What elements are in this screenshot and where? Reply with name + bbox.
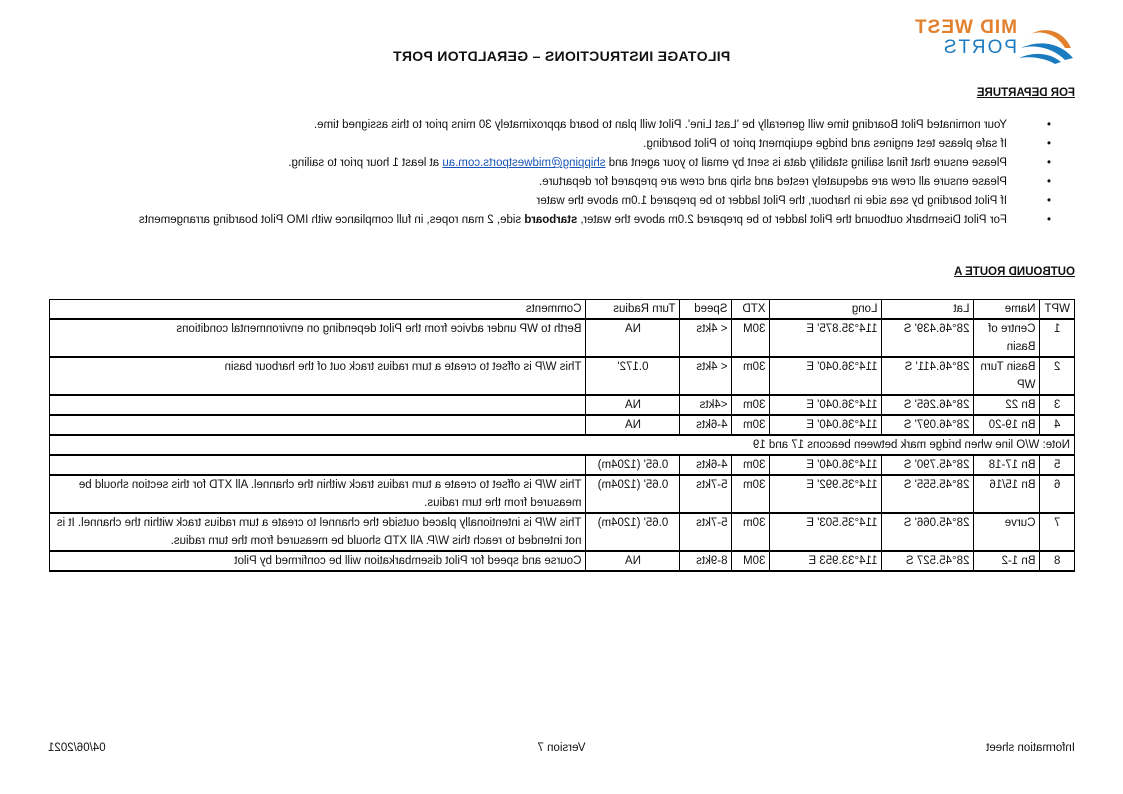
cell-long: 114°36.040' E — [770, 415, 882, 435]
cell-comments — [50, 415, 586, 435]
cell-long: 114°36.040' E — [770, 455, 882, 475]
cell-name: Centre of Basin — [974, 319, 1040, 357]
cell-name: Bn 22 — [974, 395, 1040, 415]
bullet-text-disembark-pre: For Pilot Disembark outbound the Pilot ladder to be prepared 2.0m above the water, — [577, 214, 1007, 226]
cell-lat: 28°46.265' S — [882, 395, 974, 415]
cell-name: Bn 19-20 — [974, 415, 1040, 435]
cell-turn-radius: 0.65' (1204m) — [586, 513, 680, 551]
table-row — [50, 415, 1075, 435]
cell-wpt: 5 — [1040, 455, 1075, 475]
list-item — [75, 211, 1075, 230]
list-item — [75, 192, 1075, 211]
cell-wpt: 6 — [1040, 475, 1075, 513]
cell-xtd: 30m — [732, 455, 770, 475]
cell-lat: 28°45.790' S — [882, 455, 974, 475]
cell-speed: 8-9kts — [680, 551, 732, 571]
cell-lat: 28°45.555' S — [882, 475, 974, 513]
cell-xtd: 30m — [732, 395, 770, 415]
column-header-long: Long — [770, 300, 882, 320]
cell-long: 114°36.040' E — [770, 357, 882, 395]
shipping-email-link[interactable]: shipping@midwestports.com.au — [442, 157, 606, 169]
cell-lat: 28°46.411' S — [882, 357, 974, 395]
table-row — [50, 395, 1075, 415]
cell-turn-radius: NA — [586, 395, 680, 415]
cell-comments — [50, 455, 586, 475]
cell-long: 114°36.040' E — [770, 395, 882, 415]
cell-long: 114°35.992' E — [770, 475, 882, 513]
column-header-comments: Comments — [50, 300, 586, 320]
outbound-route-heading: OUTBOUND ROUTE A — [954, 266, 1075, 278]
cell-comments: Berth to WP under advice from the Pilot depending on environmental conditions — [50, 319, 586, 357]
bullet-text-disembark-post: side, 2 man ropes, in full compliance with IMO Pilot boarding arrangements — [138, 214, 525, 226]
column-header-xtd: XTD — [732, 300, 770, 320]
cell-wpt: 3 — [1040, 395, 1075, 415]
cell-wpt: 8 — [1040, 551, 1075, 571]
departure-bullet-list — [75, 116, 1075, 230]
cell-xtd: 30M — [732, 319, 770, 357]
table-row — [50, 475, 1075, 513]
cell-xtd: 30m — [732, 357, 770, 395]
table-row — [50, 357, 1075, 395]
table-row — [50, 319, 1075, 357]
cell-comments: This W/P is offset to create a turn radius track out of the harbour basin — [50, 357, 586, 395]
bullet-text-crew-rested: Please ensure all crew are adequately rested and ship and crew are prepared for departure. — [539, 176, 1007, 188]
cell-xtd: 30m — [732, 415, 770, 435]
cell-turn-radius: NA — [586, 415, 680, 435]
cell-turn-radius: NA — [586, 551, 680, 571]
bullet-text-stability-post: at least 1 hour prior to sailing. — [288, 157, 443, 169]
list-item — [75, 135, 1075, 154]
cell-long: 114°35.875' E — [770, 319, 882, 357]
bullet-text-starboard: starboard — [524, 214, 578, 226]
cell-comments — [50, 395, 586, 415]
cell-name: Basin Turn WP — [974, 357, 1040, 395]
column-header-speed: Speed — [680, 300, 732, 320]
table-header-row — [50, 300, 1075, 320]
cell-xtd: 30m — [732, 475, 770, 513]
cell-speed: 5-7kts — [680, 475, 732, 513]
cell-speed: <4kts — [680, 395, 732, 415]
cell-speed: 4-6kts — [680, 455, 732, 475]
page-title: PILOTAGE INSTRUCTIONS – GERALDTON PORT — [392, 48, 731, 64]
column-header-turn-radius: Turn Radius — [586, 300, 680, 320]
cell-speed: < 4kts — [680, 319, 732, 357]
cell-xtd: 30m — [732, 513, 770, 551]
cell-turn-radius: 0.65' (1204m) — [586, 475, 680, 513]
list-item — [75, 173, 1075, 192]
cell-speed: 4-6kts — [680, 415, 732, 435]
bullet-text-stability-pre: Please ensure that final sailing stability data is sent by email to your agent and — [605, 157, 1007, 169]
cell-lat: 28°46.439' S — [882, 319, 974, 357]
cell-comments: This W/P is intentionally placed outside the channel to create a turn radius track within the channel. It is not intended to reach this W/P. All XTD should be measured from the turn radius. — [50, 513, 586, 551]
footer-date: 04/06/2021 — [48, 742, 106, 754]
cell-turn-radius: 0.172' — [586, 357, 680, 395]
cell-name: Bn 15/16 — [974, 475, 1040, 513]
table-row — [50, 455, 1075, 475]
departure-heading: FOR DEPARTURE — [976, 87, 1075, 99]
table-note-row — [50, 435, 1075, 455]
table-row — [50, 513, 1075, 551]
column-header-lat: Lat — [882, 300, 974, 320]
footer-left: Information sheet — [986, 742, 1075, 754]
waypoint-table — [49, 299, 1075, 572]
list-item — [75, 116, 1075, 135]
cell-wpt: 7 — [1040, 513, 1075, 551]
cell-long: 114°35.503' E — [770, 513, 882, 551]
list-item — [75, 154, 1075, 173]
logo-text-ports: PORTS — [941, 37, 1017, 58]
logo-text-mid-west: MID WEST — [914, 17, 1017, 38]
table-row — [50, 551, 1075, 571]
bullet-text-boarding-time: Your nominated Pilot Boarding time will generally be 'Last Line'. Pilot will plan to board approximately 30 mins prior to this assigned time. — [313, 119, 1007, 131]
cell-name: Bn 1-2 — [974, 551, 1040, 571]
cell-name: Bn 17-18 — [974, 455, 1040, 475]
cell-xtd: 30M — [732, 551, 770, 571]
bullet-text-pilot-ladder-harbour: If Pilot boarding by sea side in harbour, the Pilot ladder to be prepared 1.0m above the water — [536, 195, 1007, 207]
cell-speed: 5-7kts — [680, 513, 732, 551]
cell-name: Curve — [974, 513, 1040, 551]
cell-speed: < 4kts — [680, 357, 732, 395]
cell-lat: 28°45.066' S — [882, 513, 974, 551]
cell-wpt: 4 — [1040, 415, 1075, 435]
cell-turn-radius: 0.65' (1204m) — [586, 455, 680, 475]
footer-version: Version 7 — [537, 742, 586, 754]
column-header-name: Name — [974, 300, 1040, 320]
cell-long: 114°33.953 E — [770, 551, 882, 571]
cell-lat: 28°46.097' S — [882, 415, 974, 435]
cell-turn-radius: NA — [586, 319, 680, 357]
route-note: Note: W/O line when bridge mark between beacons 17 and 19 — [50, 435, 1075, 455]
cell-wpt: 2 — [1040, 357, 1075, 395]
cell-comments: Course and speed for Pilot disembarkation will be confirmed by Pilot — [50, 551, 586, 571]
cell-wpt: 1 — [1040, 319, 1075, 357]
bullet-text-test-engines: If safe please test engines and bridge equipment prior to Pilot boarding. — [643, 138, 1007, 150]
cell-lat: 28°45.527 S — [882, 551, 974, 571]
cell-comments: This W/P is offset to create a turn radius track within the channel. All XTD for this section should be measured from the turn radius. — [50, 475, 586, 513]
column-header-wpt: WPT — [1040, 300, 1075, 320]
